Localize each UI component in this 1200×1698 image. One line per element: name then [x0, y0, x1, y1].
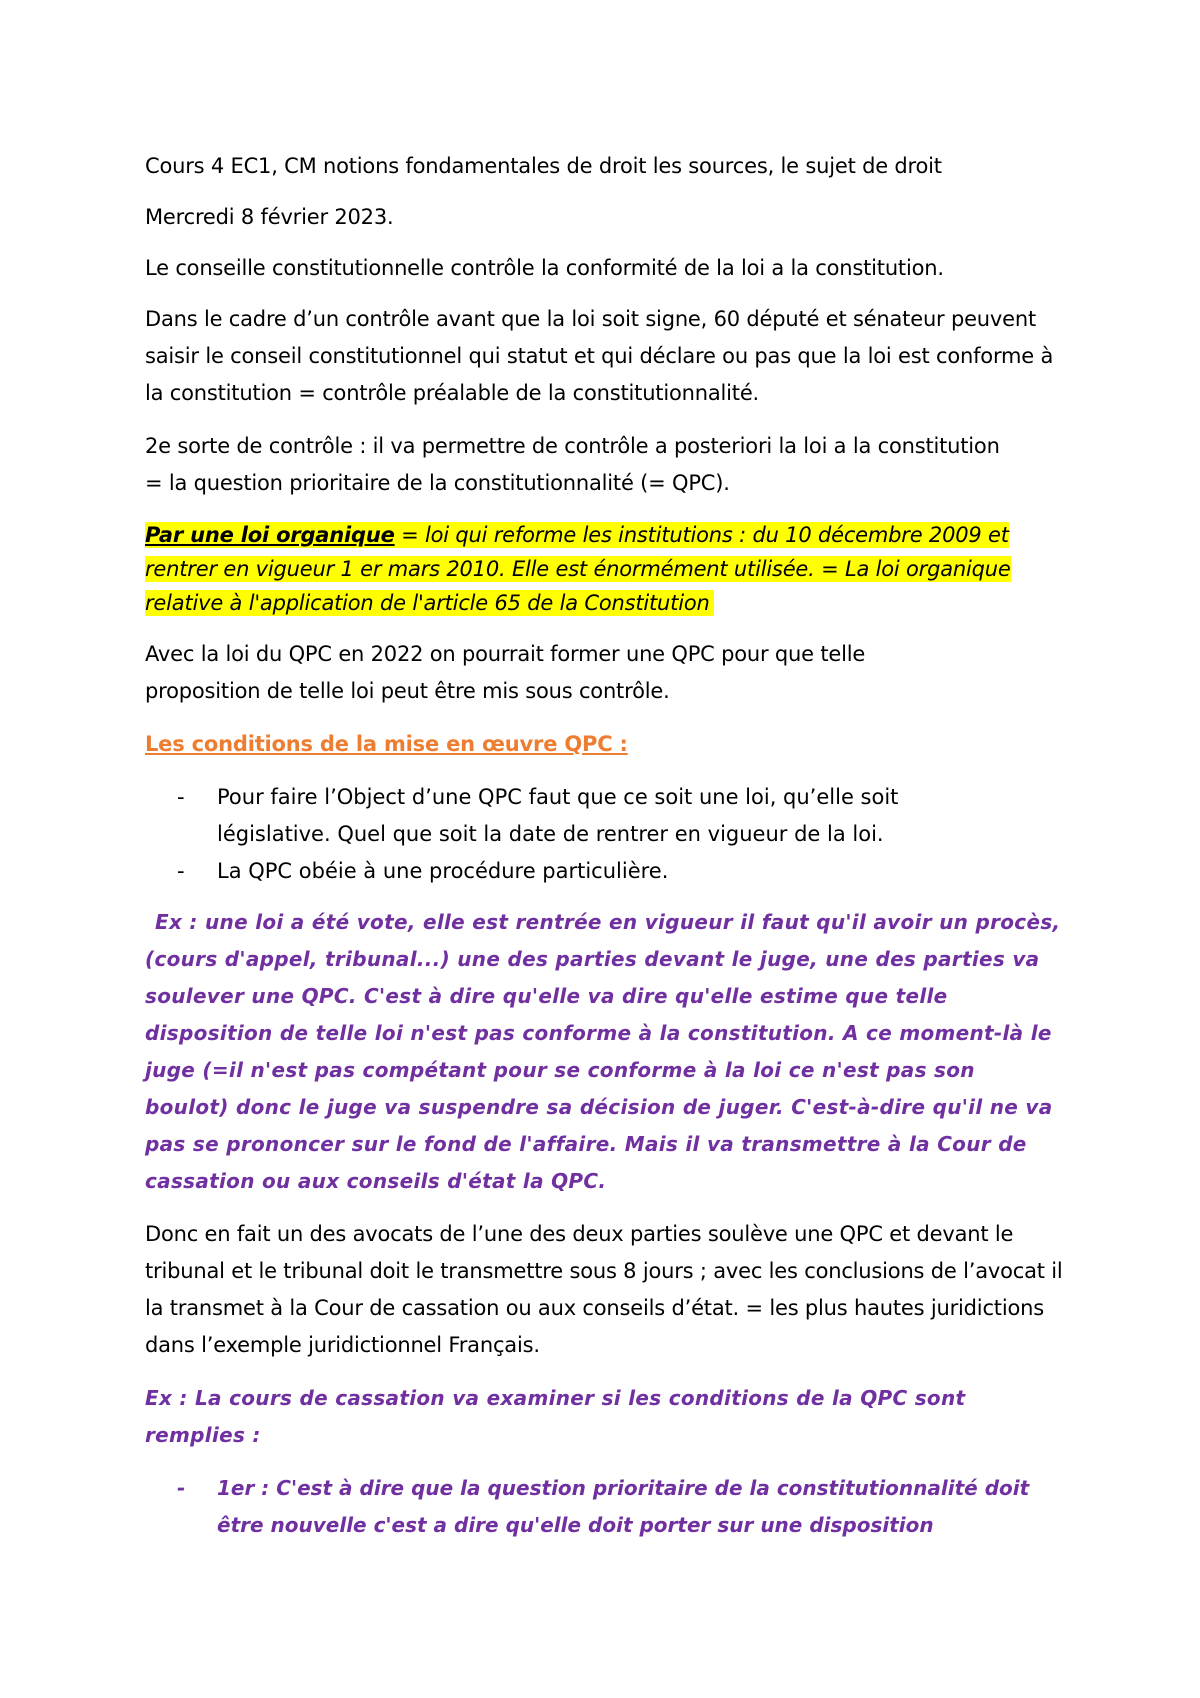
- list-item: [145, 779, 1015, 853]
- highlight-bold-term: Par une loi organique: [145, 523, 395, 547]
- highlight-text: = loi qui reforme les institutions : du 10 décembre 2009 et rentrer en vigueur 1 er mars 2010. Elle est énormément utilisée. = La loi organique relative à l'application de l'article 65 de la Constitution: [145, 523, 1011, 615]
- list-item-text: Pour faire l’Object d’une QPC faut que ce soit une loi, qu’elle soit législative. Quel que soit la date de rentrer en vigueur de la loi.: [217, 785, 899, 846]
- list-item-text: 1er : C'est à dire que la question prioritaire de la constitutionnalité doit être nouvelle c'est a dire qu'elle doit porter sur une disposition: [217, 1476, 1030, 1537]
- highlighted-paragraph: [145, 518, 1040, 620]
- example-2-list: [145, 1470, 1035, 1544]
- paragraph-3: 2e sorte de contrôle : il va permettre de contrôle a posteriori la loi a la constitution = la question prioritaire de la constitutionnalité (= QPC).: [145, 434, 1000, 495]
- list-item: [145, 853, 1015, 890]
- conditions-list: [145, 779, 1015, 890]
- example-paragraph-1: Ex : une loi a été vote, elle est rentrée en vigueur il faut qu'il avoir un procès, (cours d'appel, tribunal...) une des parties devant le juge, une des parties va soulever une QPC. C'est à dire qu'elle va dire qu'elle estime que telle disposition de telle loi n'est pas conforme à la constitution. A ce moment-là le juge (=il n'est pas compétant pour se conforme à la loi ce n'est pas son boulot) donc le juge va suspendre sa décision de juger. C'est-à-dire qu'il ne va pas se prononcer sur le fond de l'affaire. Mais il va transmettre à la Cour de cassation ou aux conseils d'état la QPC.: [145, 910, 1061, 1193]
- paragraph-5: Donc en fait un des avocats de l’une des deux parties soulève une QPC et devant le tribunal et le tribunal doit le transmettre sous 8 jours ; avec les conclusions de l’avocat il la transmet à la Cour de cassation ou aux conseils d’état. = les plus hautes juridictions dans l’exemple juridictionnel Français.: [145, 1222, 1063, 1357]
- dash-bullet: -: [177, 1476, 186, 1500]
- dash-bullet: -: [177, 859, 185, 883]
- date-line: Mercredi 8 février 2023.: [145, 205, 394, 229]
- paragraph-2: Dans le cadre d’un contrôle avant que la loi soit signe, 60 député et sénateur peuvent saisir le conseil constitutionnel qui statut et qui déclare ou pas que la loi est conforme à la constitution = contrôle préalable de la constitutionnalité.: [145, 307, 1054, 405]
- conditions-heading: Les conditions de la mise en œuvre QPC :: [145, 732, 628, 756]
- list-item-text: La QPC obéie à une procédure particulière.: [217, 859, 669, 883]
- list-item: [145, 1470, 1035, 1544]
- paragraph-4: Avec la loi du QPC en 2022 on pourrait former une QPC pour que telle proposition de telle loi peut être mis sous contrôle.: [145, 642, 866, 703]
- paragraph-1: Le conseille constitutionnelle contrôle la conformité de la loi a la constitution.: [145, 256, 944, 280]
- example-paragraph-2: Ex : La cours de cassation va examiner si les conditions de la QPC sont remplies :: [145, 1386, 966, 1447]
- dash-bullet: -: [177, 785, 185, 809]
- course-title: Cours 4 EC1, CM notions fondamentales de droit les sources, le sujet de droit: [145, 154, 942, 178]
